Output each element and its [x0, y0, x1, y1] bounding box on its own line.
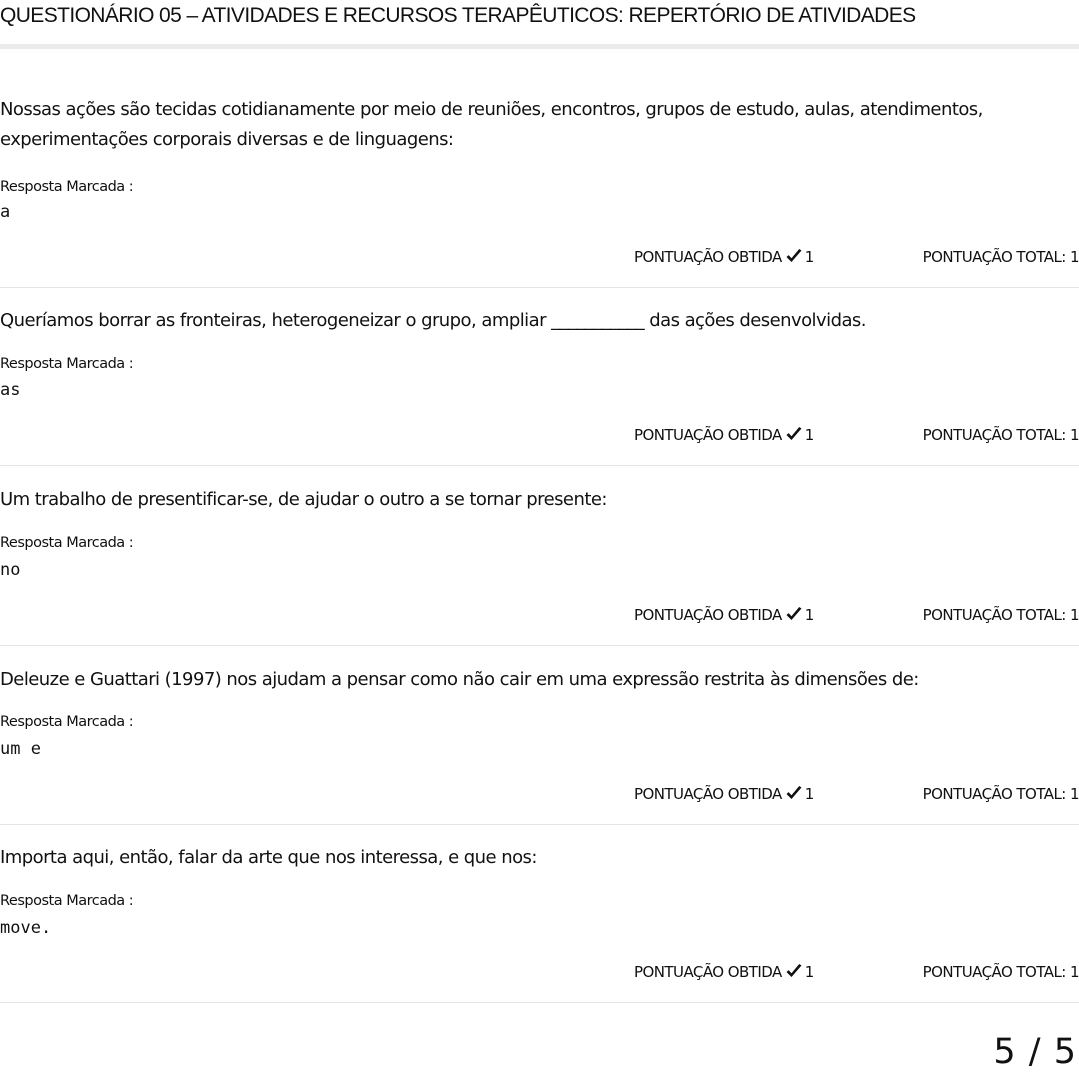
score-total-label: PONTUAÇÃO TOTAL:: [922, 606, 1066, 624]
final-score: 5 / 5: [993, 1032, 1077, 1072]
score-obtained: [634, 960, 814, 984]
score-total: [923, 960, 1079, 984]
question-text: Deleuze e Guattari (1997) nos ajudam a pensar como não cair em uma expressão restrita às dimensões de:: [0, 669, 919, 690]
question-divider: [0, 465, 1079, 466]
check-icon: [785, 606, 803, 622]
question-block: [0, 306, 1079, 484]
score-row: [0, 603, 1079, 627]
score-obtained-label: PONTUAÇÃO OBTIDA: [634, 606, 782, 624]
score-row: [0, 782, 1079, 806]
answer-label: Resposta Marcada :: [0, 893, 134, 909]
question-divider: [0, 645, 1079, 646]
answer-value: a: [0, 202, 11, 222]
score-total-label: PONTUAÇÃO TOTAL:: [922, 785, 1066, 803]
score-obtained-value: 1: [804, 248, 814, 266]
question-text: Nossas ações são tecidas cotidianamente por meio de reuniões, encontros, grupos de estudo, aulas, atendimentos, experimentações corporais diversas e de linguagens:: [0, 99, 983, 150]
answer-label: Resposta Marcada :: [0, 535, 134, 551]
score-obtained: [634, 603, 814, 627]
score-total-label: PONTUAÇÃO TOTAL:: [922, 426, 1066, 444]
question-divider: [0, 824, 1079, 825]
score-obtained: [634, 245, 814, 269]
score-total: [923, 245, 1079, 269]
question-text: Importa aqui, então, falar da arte que nos interessa, e que nos:: [0, 847, 537, 868]
question-text: Um trabalho de presentificar-se, de ajudar o outro a se tornar presente:: [0, 489, 607, 510]
score-row: [0, 423, 1079, 447]
check-icon: [785, 785, 803, 801]
score-obtained-value: 1: [804, 606, 814, 624]
answer-value: as: [0, 380, 21, 400]
score-total-value: 1: [1070, 426, 1079, 444]
title-divider: [0, 44, 1079, 49]
score-total-value: 1: [1070, 785, 1079, 803]
score-total-value: 1: [1070, 963, 1079, 981]
question-block: [0, 99, 1079, 290]
score-total: [923, 603, 1079, 627]
score-obtained-label: PONTUAÇÃO OBTIDA: [634, 426, 782, 444]
answer-label: Resposta Marcada :: [0, 356, 134, 372]
score-obtained-value: 1: [804, 426, 814, 444]
score-total-value: 1: [1070, 606, 1079, 624]
question-divider: [0, 1002, 1079, 1003]
check-icon: [785, 248, 803, 264]
answer-value: move.: [0, 918, 52, 938]
check-icon: [785, 426, 803, 442]
score-total: [923, 423, 1079, 447]
check-icon: [785, 963, 803, 979]
question-text: Queríamos borrar as fronteiras, heterogeneizar o grupo, ampliar ___________ das ações desenvolvidas.: [0, 310, 866, 331]
question-block: [0, 485, 1079, 663]
score-obtained: [634, 423, 814, 447]
question-block: [0, 665, 1079, 843]
answer-value: um e: [0, 739, 41, 759]
page-title: QUESTIONÁRIO 05 – ATIVIDADES E RECURSOS TERAPÊUTICOS: REPERTÓRIO DE ATIVIDADES: [0, 4, 916, 27]
score-obtained-value: 1: [804, 785, 814, 803]
score-obtained-label: PONTUAÇÃO OBTIDA: [634, 248, 782, 266]
score-obtained-value: 1: [804, 963, 814, 981]
score-total-value: 1: [1070, 248, 1079, 266]
score-row: [0, 960, 1079, 984]
score-obtained-label: PONTUAÇÃO OBTIDA: [634, 963, 782, 981]
question-block: [0, 843, 1079, 1021]
answer-label: Resposta Marcada :: [0, 179, 134, 195]
score-obtained: [634, 782, 814, 806]
score-total: [923, 782, 1079, 806]
score-total-label: PONTUAÇÃO TOTAL:: [922, 963, 1066, 981]
score-total-label: PONTUAÇÃO TOTAL:: [922, 248, 1066, 266]
score-obtained-label: PONTUAÇÃO OBTIDA: [634, 785, 782, 803]
answer-value: no: [0, 560, 21, 580]
score-row: [0, 245, 1079, 269]
question-divider: [0, 287, 1079, 288]
answer-label: Resposta Marcada :: [0, 714, 134, 730]
